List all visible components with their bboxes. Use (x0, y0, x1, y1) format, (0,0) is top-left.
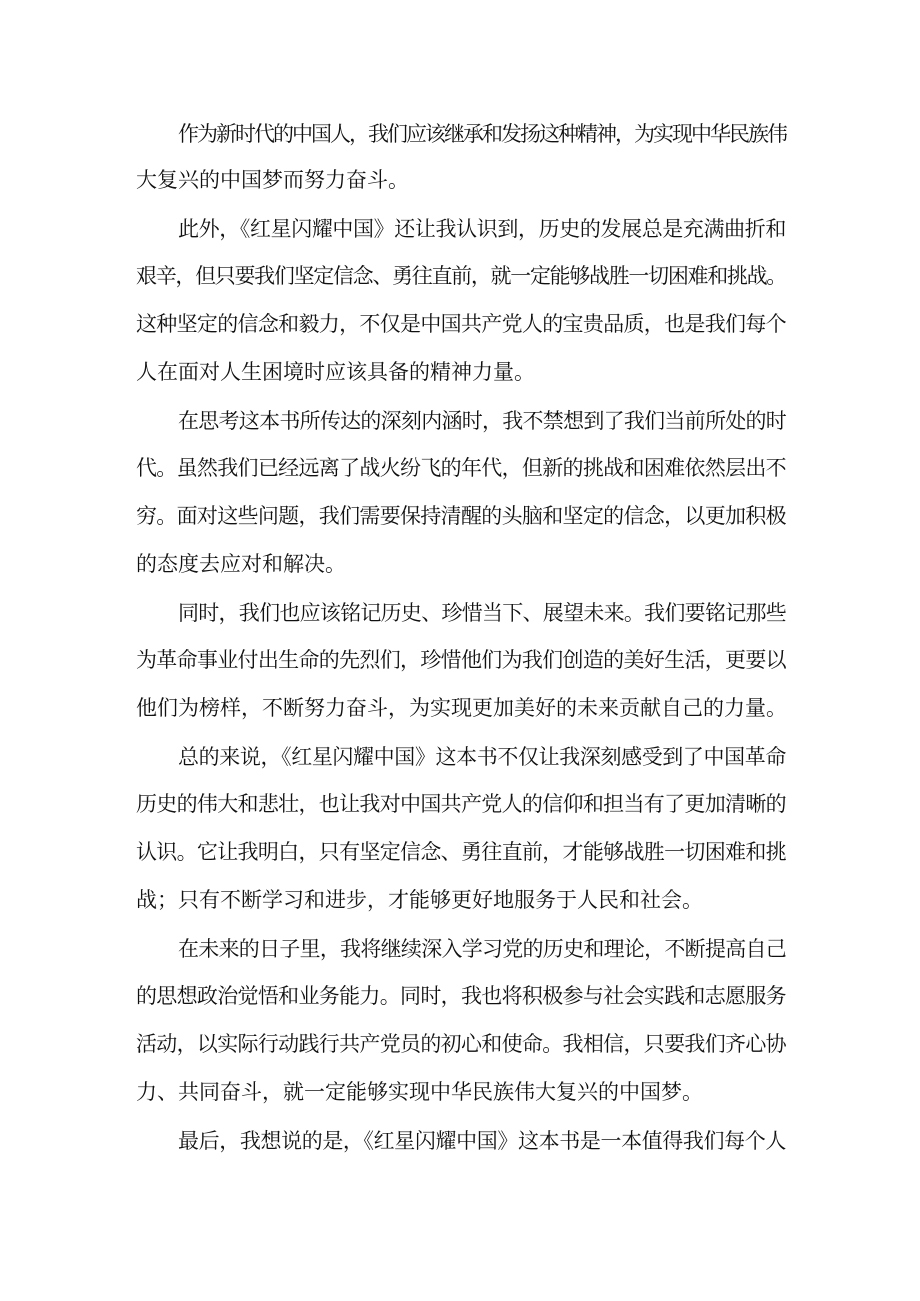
text-line: 这种坚定的信念和毅力，不仅是中国共产党人的宝贵品质，也是我们每个 (136, 312, 786, 336)
text-line: 人在面对人生困境时应该具备的精神力量。 (136, 360, 535, 384)
text-line: 作为新时代的中国人，我们应该继承和发扬这种精神，为实现中华民族伟 (178, 122, 786, 146)
text-line: 的思想政治觉悟和业务能力。同时，我也将积极参与社会实践和志愿服务 (136, 984, 786, 1008)
text-line: 大复兴的中国梦而努力奋斗。 (136, 168, 409, 192)
text-line: 代。虽然我们已经远离了战火纷飞的年代，但新的挑战和困难依然层出不 (136, 456, 786, 480)
text-line: 活动，以实际行动践行共产党员的初心和使命。我相信，只要我们齐心协 (136, 1032, 786, 1056)
text-line: 他们为榜样，不断努力奋斗，为实现更加美好的未来贡献自己的力量。 (136, 696, 787, 720)
text-line: 认识。它让我明白，只有坚定信念、勇往直前，才能够战胜一切困难和挑 (136, 840, 786, 864)
text-line: 为革命事业付出生命的先烈们，珍惜他们为我们创造的美好生活，更要以 (136, 648, 786, 672)
text-line: 战；只有不断学习和进步，才能够更好地服务于人民和社会。 (136, 888, 703, 912)
text-line: 的态度去应对和解决。 (136, 552, 346, 576)
text-line: 在思考这本书所传达的深刻内涵时，我不禁想到了我们当前所处的时 (178, 409, 787, 433)
text-line: 穷。面对这些问题，我们需要保持清醒的头脑和坚定的信念，以更加积极 (136, 504, 786, 528)
text-line: 同时，我们也应该铭记历史、珍惜当下、展望未来。我们要铭记那些 (178, 601, 787, 625)
text-line: 历史的伟大和悲壮，也让我对中国共产党人的信仰和担当有了更加清晰的 (136, 792, 786, 816)
text-line: 最后，我想说的是，《红星闪耀中国》这本书是一本值得我们每个人 (178, 1129, 787, 1153)
text-line: 艰辛，但只要我们坚定信念、勇往直前，就一定能够战胜一切困难和挑战。 (136, 264, 786, 288)
text-line: 总的来说，《红星闪耀中国》这本书不仅让我深刻感受到了中国革命 (178, 745, 787, 769)
text-line: 在未来的日子里，我将继续深入学习党的历史和理论，不断提高自己 (178, 937, 787, 961)
text-line: 力、共同奋斗，就一定能够实现中华民族伟大复兴的中国梦。 (136, 1080, 703, 1104)
text-line: 此外，《红星闪耀中国》还让我认识到，历史的发展总是充满曲折和 (178, 217, 787, 241)
